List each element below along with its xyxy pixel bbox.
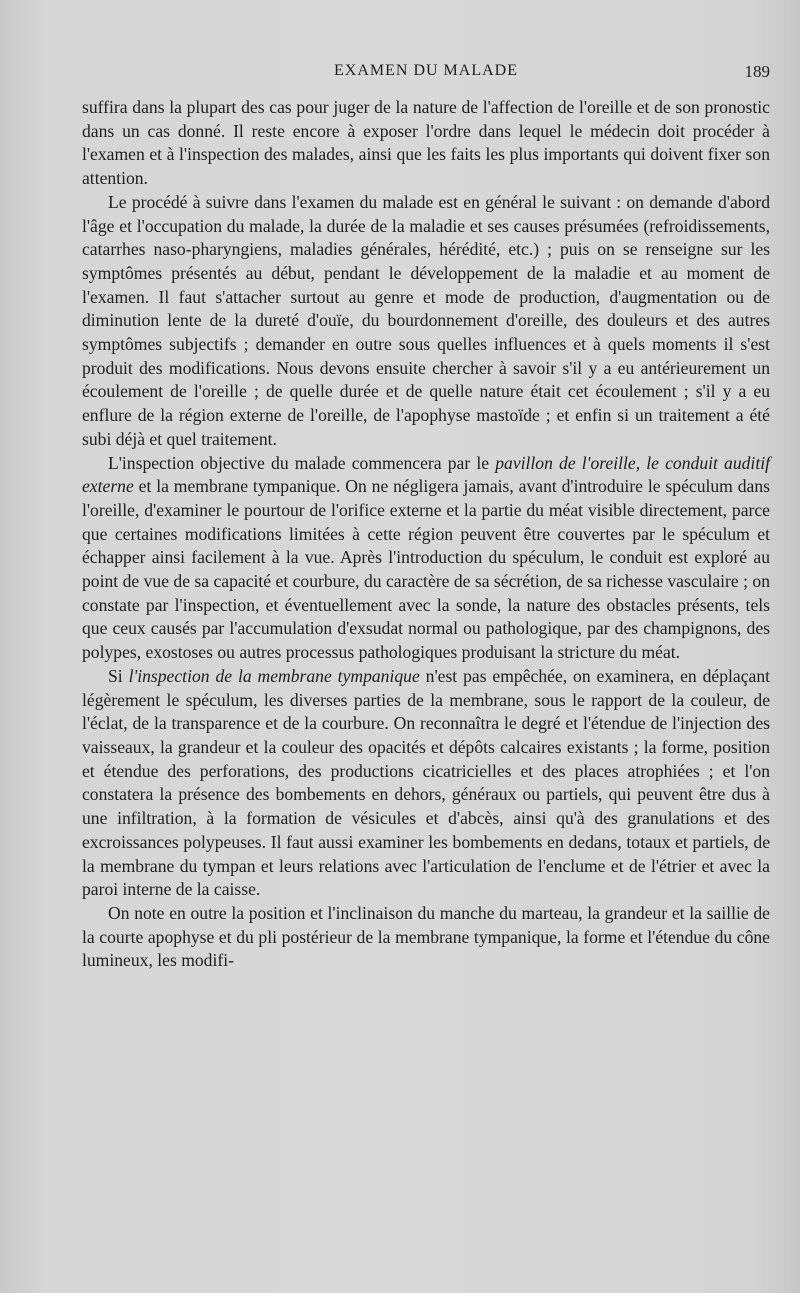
- page-header: [82, 62, 770, 88]
- paragraph-continuation: [82, 96, 770, 191]
- running-title: EXAMEN DU MALADE: [334, 62, 518, 79]
- paragraph-procedure: [82, 191, 770, 452]
- text-segment: On note en outre la position et l'inclinaison du manche du marteau, la grandeur et la saillie de la courte apophyse et du pli postérieur de la membrane tympanique, la forme et l'étendue du cône lumineux, les modifi-: [82, 902, 770, 971]
- text-segment: L'inspection objective du malade commencera par le: [108, 452, 496, 473]
- text-segment: suffira dans la plupart des cas pour juger de la nature de l'affection de l'oreille et de son pronostic dans un cas donné. Il reste encore à exposer l'ordre dans lequel le médecin doit procéder à l'examen et à l'inspection des malades, ainsi que les faits les plus importants qui doivent fixer son attention.: [82, 97, 770, 189]
- paragraph-inspection: [82, 452, 770, 665]
- paragraph-membrane: [82, 665, 770, 902]
- text-segment: n'est pas empêchée, on examinera, en déplaçant légèrement le spéculum, les diverses parties de la membrane, sous le rapport de la couleur, de l'éclat, de la transparence et de la courbure. On reconnaîtra le degré et l'étendue de l'injection des vaisseaux, la grandeur et la couleur des opacités et dépôts calcaires existants ; la forme, position et étendue des perforations, des productions cicatricielles et des places atrophiées ; et l'on constatera la présence des bombements en dehors, généraux ou partiels, qui peuvent être dus à une infiltration, à la formation de vésicules et d'abcès, ainsi qu'à des granulations et des excroissances polypeuses. Il faut aussi examiner les bombements en dedans, totaux et partiels, de la membrane du tympan et leurs relations avec l'articulation de l'enclume et de l'étrier et avec la paroi interne de la caisse.: [82, 665, 770, 900]
- paragraph-marteau: [82, 902, 770, 973]
- text-segment: Si: [108, 665, 129, 686]
- text-segment: Le procédé à suivre dans l'examen du malade est en général le suivant : on demande d'abord l'âge et l'occupation du malade, la durée de la maladie et ses causes présumées (refroidissements, catarrhes naso-pharyngiens, maladies générales, hérédité, etc.) ; puis on se renseigne sur les symptômes présentés au début, pendant le développement de la maladie et au moment de l'examen. Il faut s'attacher surtout au genre et mode de production, d'augmentation ou de diminution lente de la dureté d'ouïe, du bourdonnement d'oreille, des douleurs et des autres symptômes subjectifs ; demander en outre sous quelles influences et à quels moments il s'est produit des modifications. Nous devons ensuite chercher à savoir s'il y a eu antérieurement un écoulement de l'oreille ; de quelle durée et de quelle nature était cet écoulement ; s'il y a eu enflure de la région externe de l'oreille, de l'apophyse mastoïde ; et enfin si un traitement a été subi déjà et quel traitement.: [82, 191, 770, 449]
- body-text: [82, 96, 770, 973]
- page-number: 189: [744, 62, 770, 81]
- italic-term: l'inspection de la membrane tympanique: [128, 665, 420, 686]
- text-segment: et la membrane tympanique. On ne négligera jamais, avant d'introduire le spéculum dans l'oreille, d'examiner le pourtour de l'orifice externe et la partie du méat visible directement, parce que certaines modifications limitées à cette région peuvent être couvertes par le spéculum et échapper ainsi facilement à la vue. Après l'introduction du spéculum, le conduit est exploré au point de vue de sa capacité et courbure, du caractère de sa sécrétion, de sa richesse vasculaire ; on constate par l'inspection, et éventuellement avec la sonde, la nature des obstacles présents, tels que ceux causés par l'accumulation d'exsudat normal ou pathologique, par des champignons, des polypes, exostoses ou autres processus pathologiques produisant la stricture du méat.: [82, 476, 770, 663]
- italic-term: pavillon de l'oreille, le conduit auditif externe: [82, 452, 770, 497]
